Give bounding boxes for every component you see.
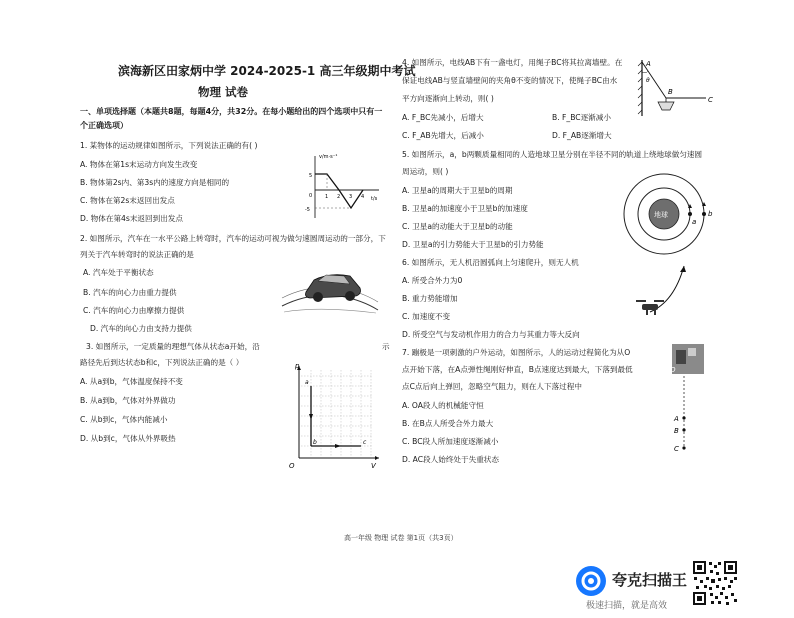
q5-earth-label: 地球 [654,211,668,219]
exam-subtitle: 物理 试卷 [198,85,249,99]
q3-stray-char: 示 [382,342,390,351]
q3-graph-origin: O [289,462,295,470]
q7-stem-cont: 点开始下落，在A点弹性绳刚好伸直，B点速度达到最大，下落到最低 [402,365,633,374]
q3-option-d: D. 从b到c，气体从外界吸热 [80,434,176,443]
q4-label-b: B [668,88,673,96]
q1-graph-tick-neg: -5 [305,207,310,213]
q2-car-image [280,262,380,314]
q5-label-a: a [692,218,697,226]
q3-option-b: B. 从a到b，气体对外界做功 [80,396,176,405]
q1-graph-ylabel: v/m·s⁻¹ [319,154,338,160]
q4-option-a: A. F_BC先减小，后增大 [402,113,484,122]
q2-stem-cont: 列关于汽车转弯时的说法正确的是 [80,250,194,259]
q5-orbit-figure [622,170,718,260]
q1-stem: 1. 某物体的运动规律如图所示，下列说法正确的有( ) [80,141,258,150]
q7-stem: 7. 蹦极是一项刺激的户外运动，如图所示，人的运动过程简化为从O [402,348,631,357]
q2-stem: 2. 如图所示，汽车在一水平公路上转弯时，汽车的运动可视为做匀速圆周运动的一部分，下 [80,234,386,243]
exam-title: 滨海新区田家炳中学 2024-2025-1 高三年级期中考试 [118,64,416,78]
q1-graph-tick-1: 1 [325,194,329,200]
q7-option-c: C. BC段人所加速度逐渐减小 [402,437,499,446]
q3-option-c: C. 从b到c，气体内能减小 [80,415,168,424]
q7-label-c: C [674,445,679,453]
q3-stem-cont: 路径先后到达状态b和c，下列说法正确的是（ ） [80,358,244,367]
q1-graph-tick-3: 3 [349,194,353,200]
q7-bungee-figure [668,344,708,456]
q4-label-a: A [646,60,651,68]
q5-stem-cont: 周运动，则( ) [402,167,449,176]
q5-option-a: A. 卫星a的周期大于卫星b的周期 [402,186,513,195]
q3-graph-state-a: a [305,379,309,386]
q1-option-b: B. 物体第2s内、第3s内的速度方向是相同的 [80,178,230,187]
q4-stem-cont: 保证电线AB与竖直墙壁间的夹角θ不变的情况下，使绳子BC由水 [402,76,618,85]
q3-graph-state-c: c [363,439,367,446]
q7-label-a: A [674,415,679,423]
section-heading-cont: 个正确选项） [80,121,128,130]
q1-option-a: A. 物体在第1s末运动方向发生改变 [80,160,198,169]
q4-stem: 4. 如图所示，电线AB下有一盏电灯，用绳子BC将其拉离墙壁。在 [402,58,623,67]
qr-code-icon [692,560,738,606]
scanner-slogan: 极速扫描，就是高效 [586,601,668,611]
q3-graph-v-label: V [371,462,376,470]
q5-option-c: C. 卫星a的动能大于卫星b的动能 [402,222,513,231]
q7-label-o: O [670,366,676,374]
q4-option-d: D. F_AB逐渐增大 [552,131,612,140]
q7-label-b: B [674,427,679,435]
q6-option-a: A. 所受合外力为0 [402,276,463,285]
q4-label-theta: θ [646,77,650,84]
scanner-brand-title: 夸克扫描王 [612,571,688,589]
q2-option-c: C. 汽车的向心力由摩擦力提供 [83,306,185,315]
q4-option-c: C. F_AB先增大，后减小 [402,131,484,140]
q1-graph-tick-4: 4 [361,194,365,200]
q4-label-c: C [708,96,713,104]
q3-option-a: A. 从a到b，气体温度保持不变 [80,377,183,386]
q3-graph-p-label: p [295,362,300,370]
q1-option-c: C. 物体在第2s末返回出发点 [80,196,175,205]
q4-lamp-figure [636,58,718,118]
q6-stem: 6. 如图所示，无人机沿圆弧向上匀速爬升，则无人机 [402,258,579,267]
q1-option-d: D. 物体在第4s末返回到出发点 [80,214,183,223]
q6-drone-figure [636,262,692,324]
q1-graph-tick-2: 2 [337,194,341,200]
q7-option-b: B. 在B点人所受合外力最大 [402,419,494,428]
q1-graph-tick-pos: 5 [309,173,313,179]
q6-option-d: D. 所受空气与发动机作用力的合力与其重力等大反向 [402,330,580,339]
q1-graph-xlabel: t/s [371,196,378,202]
q2-option-d: D. 汽车的向心力由支持力提供 [90,324,192,333]
q3-stem: 3. 如图所示，一定质量的理想气体从状态a开始，沿 [86,342,260,351]
q7-stem-cont-2: 点C点后向上弹回，忽略空气阻力，则在人下落过程中 [402,382,582,391]
q7-option-a: A. OA段人的机械能守恒 [402,401,484,410]
q1-vt-graph [305,150,383,222]
q3-graph-state-b: b [313,439,317,446]
q2-option-b: B. 汽车的向心力由重力提供 [83,288,177,297]
q1-graph-origin: 0 [309,193,313,199]
q3-pv-graph [285,362,383,470]
q5-stem: 5. 如图所示，a，b两颗质量相同的人造地球卫星分别在半径不同的轨道上绕地球做匀速圆 [402,150,703,159]
q4-option-b: B. F_BC逐渐减小 [552,113,611,122]
page-footer: 高一年级 物理 试卷 第1页（共3页） [344,534,458,542]
section-heading: 一、单项选择题（本题共8题，每题4分，共32分。在每小题给出的四个选项中只有一 [80,107,383,116]
q5-option-d: D. 卫星a的引力势能大于卫星b的引力势能 [402,240,544,249]
q6-option-b: B. 重力势能增加 [402,294,458,303]
q5-label-b: b [708,210,713,218]
q7-option-d: D. AC段人始终处于失重状态 [402,455,499,464]
q6-option-c: C. 加速度不变 [402,312,451,321]
scanner-logo-icon [576,566,606,596]
q2-option-a: A. 汽车处于平衡状态 [83,268,154,277]
q5-option-b: B. 卫星a的加速度小于卫星b的加速度 [402,204,528,213]
q4-stem-cont-2: 平方向逐渐向上转动，则( ) [402,94,494,103]
